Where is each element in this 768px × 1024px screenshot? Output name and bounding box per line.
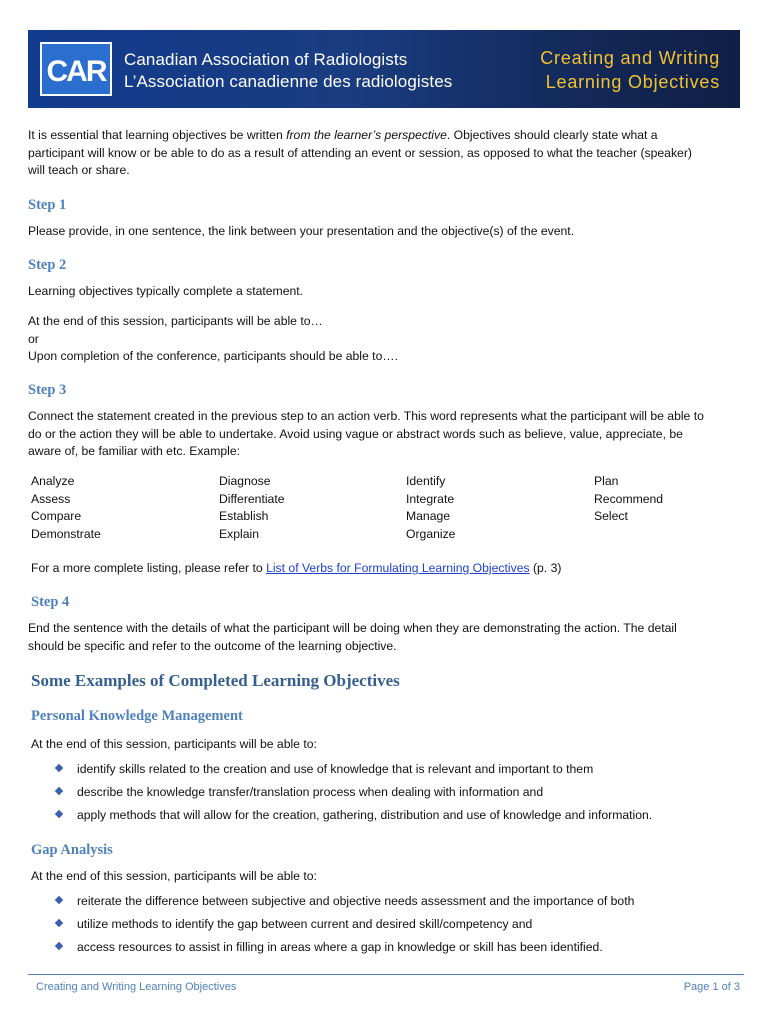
- verb-item: Assess: [31, 491, 71, 506]
- step4-heading: Step 4: [31, 594, 70, 610]
- list-item: [28, 784, 652, 807]
- car-logo: [40, 42, 112, 96]
- diamond-bullet-icon: [55, 896, 63, 904]
- verb-item: Integrate: [406, 491, 455, 506]
- intro-text: . Objectives should clearly state what a: [446, 128, 658, 142]
- objective-text: reiterate the difference between subjective and objective needs assessment and the importance of both: [77, 894, 635, 908]
- gap-objectives-list: [28, 893, 634, 962]
- verb-item: Identify: [406, 474, 446, 488]
- page-number: Page 1 of 3: [683, 981, 740, 993]
- gap-lead: At the end of this session, participants will be able to:: [31, 869, 317, 883]
- logo-text: CAR: [46, 55, 106, 88]
- verb-item: Establish: [219, 509, 269, 523]
- step2-heading: Step 2: [28, 257, 67, 273]
- diamond-bullet-icon: [55, 942, 63, 950]
- step1-text: Please provide, in one sentence, the link between your presentation and the objective(s) of the event.: [28, 224, 575, 238]
- gap-analysis-heading: Gap Analysis: [31, 842, 113, 858]
- footer-divider: [28, 974, 744, 975]
- objective-text: identify skills related to the creation and use of knowledge that is relevant and important to them: [77, 762, 594, 776]
- org-name-english: Canadian Association of Radiologists: [124, 50, 408, 69]
- step2-text: Learning objectives typically complete a statement.: [28, 284, 304, 298]
- header-banner: [28, 30, 740, 108]
- verb-item: Plan: [594, 474, 619, 488]
- verb-item: Differentiate: [219, 491, 285, 506]
- or-text: or: [28, 331, 39, 346]
- intro-paragraph: [28, 127, 692, 180]
- pkm-lead: At the end of this session, participants will be able to:: [31, 737, 317, 751]
- doc-title-line2: Learning Objectives: [545, 72, 720, 92]
- doc-title-line1: Creating and Writing: [540, 48, 720, 68]
- verb-item: Demonstrate: [31, 526, 101, 541]
- step3-text: do or the action they will be able to undertake. Avoid using vague or abstract words such as believe, value, appreciate, be: [28, 426, 683, 441]
- list-item: [28, 916, 634, 939]
- verb-column: [594, 473, 663, 526]
- step4-paragraph: [28, 620, 677, 655]
- verb-item: Explain: [219, 526, 259, 541]
- list-item: [28, 893, 634, 916]
- verb-item: Organize: [406, 526, 456, 541]
- objective-text: describe the knowledge transfer/translation process when dealing with information and: [77, 785, 544, 799]
- verb-item: Analyze: [31, 474, 75, 488]
- listing-text: (p. 3): [529, 561, 562, 575]
- diamond-bullet-icon: [55, 810, 63, 818]
- list-item: [28, 939, 634, 962]
- step3-heading: Step 3: [28, 382, 67, 398]
- pkm-objectives-list: [28, 761, 652, 830]
- objective-text: apply methods that will allow for the creation, gathering, distribution and use of knowledge and information.: [77, 808, 653, 822]
- verb-column: [31, 473, 101, 543]
- verb-item: Select: [594, 509, 628, 523]
- verb-column: [219, 473, 285, 543]
- step4-text: End the sentence with the details of what the participant will be doing when they are demonstrating the action. The detail: [28, 621, 677, 635]
- intro-text: It is essential that learning objectives be written: [28, 128, 287, 142]
- intro-emphasis: from the learner’s perspective: [286, 128, 447, 142]
- org-name-french: L’Association canadienne des radiologistes: [124, 72, 453, 91]
- pkm-heading: Personal Knowledge Management: [31, 708, 243, 724]
- list-item: [28, 807, 652, 830]
- step1-heading: Step 1: [28, 197, 67, 213]
- list-item: [28, 761, 652, 784]
- step3-text: Connect the statement created in the previous step to an action verb. This word represents what the participant will be able to: [28, 409, 704, 423]
- verb-item: Compare: [31, 509, 82, 523]
- statement-example: At the end of this session, participants will be able to…: [28, 314, 323, 328]
- objective-text: access resources to assist in filling in areas where a gap in knowledge or skill has been identified.: [77, 940, 603, 954]
- verb-item: Recommend: [594, 491, 664, 506]
- intro-text: participant will know or be able to do as a result of attending an event or session, as opposed to what the teacher (speaker): [28, 145, 692, 160]
- footer-doc-title: Creating and Writing Learning Objectives: [36, 981, 237, 993]
- verb-item: Manage: [406, 509, 451, 523]
- verb-listing-reference: [31, 560, 561, 578]
- diamond-bullet-icon: [55, 764, 63, 772]
- listing-text: For a more complete listing, please refer to: [31, 561, 267, 575]
- step3-paragraph: [28, 408, 704, 461]
- step3-text: aware of, be familiar with etc. Example:: [28, 444, 241, 458]
- diamond-bullet-icon: [55, 787, 63, 795]
- step4-text: should be specific and refer to the outcome of the learning objective.: [28, 638, 397, 653]
- objective-text: utilize methods to identify the gap between current and desired skill/competency and: [77, 917, 533, 931]
- verb-column: [406, 473, 455, 543]
- step2-examples: [28, 313, 398, 366]
- statement-example: Upon completion of the conference, participants should be able to….: [28, 349, 398, 363]
- intro-text: will teach or share.: [28, 163, 130, 177]
- diamond-bullet-icon: [55, 919, 63, 927]
- examples-heading: Some Examples of Completed Learning Objectives: [31, 671, 400, 690]
- verb-item: Diagnose: [219, 474, 271, 488]
- verbs-list-link[interactable]: List of Verbs for Formulating Learning Objectives: [266, 561, 530, 575]
